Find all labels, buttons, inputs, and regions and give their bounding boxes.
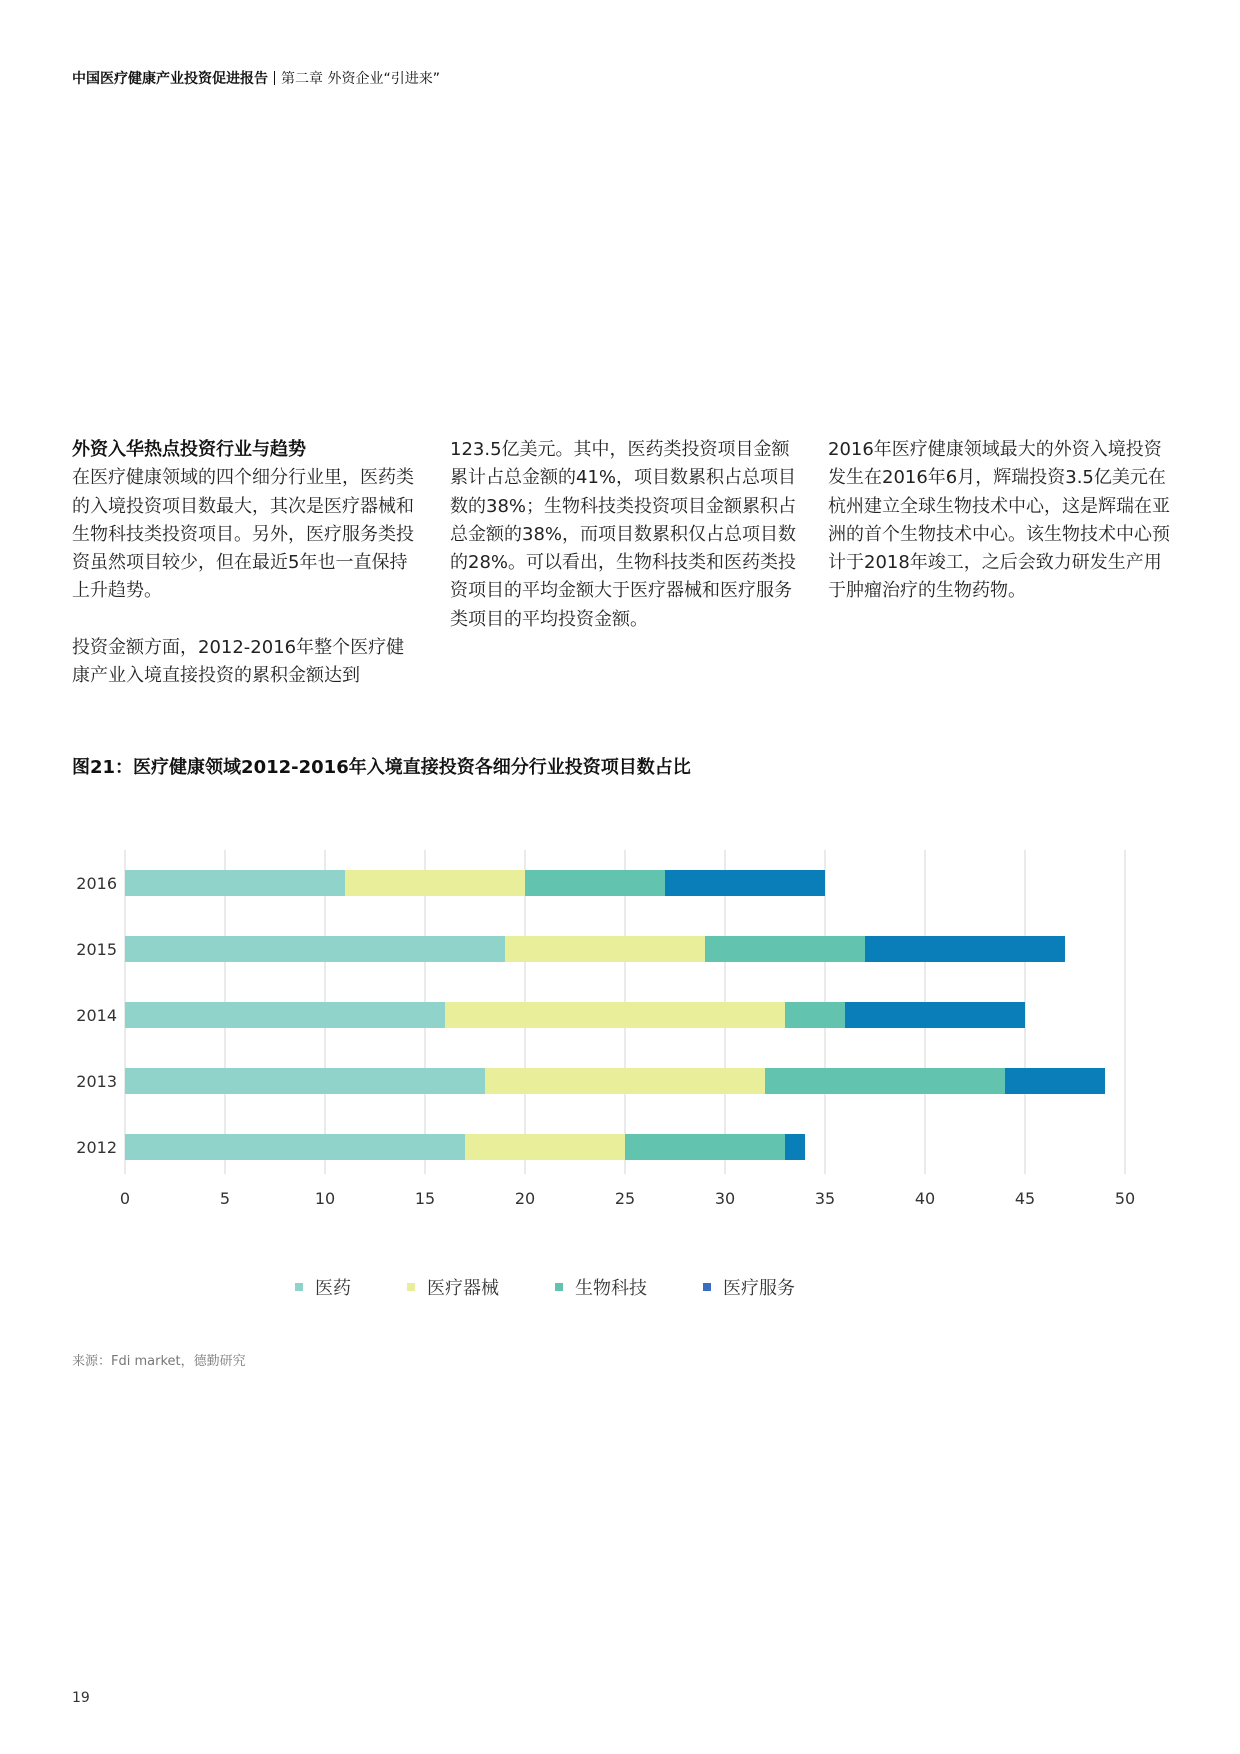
running-header	[72, 68, 440, 88]
y-category-label: 2014	[76, 1006, 117, 1025]
x-tick-label: 10	[314, 1189, 336, 1208]
bar-segment	[665, 870, 825, 896]
legend-item	[295, 1274, 351, 1300]
bar-segment	[765, 1068, 1005, 1094]
chapter-title: 第二章 外资企业“引进来”	[281, 71, 440, 87]
x-tick-label: 20	[514, 1189, 536, 1208]
y-category-label: 2016	[76, 874, 117, 893]
y-category-label: 2015	[76, 940, 117, 959]
paragraph-2-part-a: 投资金额方面，2012-2016年整个医疗健康产业入境直接投资的累积金额达到	[72, 637, 405, 687]
x-tick-label: 25	[614, 1189, 636, 1208]
y-category-label: 2013	[76, 1072, 117, 1091]
x-tick-label: 0	[119, 1189, 131, 1208]
x-tick-label: 50	[1114, 1189, 1136, 1208]
page-number: 19	[72, 1690, 90, 1706]
bar-segment	[625, 1134, 785, 1160]
legend-label: 生物科技	[575, 1278, 647, 1299]
text-column-3	[828, 436, 1178, 606]
bar-segment	[865, 936, 1065, 962]
legend-label: 医药	[315, 1278, 351, 1299]
bar-segment	[445, 1002, 785, 1028]
text-column-1	[72, 436, 422, 606]
paragraph-2-part-b: 123.5亿美元。其中，医药类投资项目金额累计占总金额的41%，项目数累积占总项目数的38%；生物科技类投资项目金额累积占总金额的38%，而项目数累积仅占总项目数的28%。可以看出，生物科技类和医药类投资项目的平均金额大于医疗器械和医疗服务类项目的平均投资金额。	[450, 439, 797, 630]
legend-swatch	[555, 1283, 563, 1291]
bar-segment	[125, 1068, 485, 1094]
legend-swatch	[407, 1283, 415, 1291]
paragraph-2-flow	[72, 634, 422, 691]
section-subheading: 外资入华热点投资行业与趋势	[72, 439, 306, 460]
source-note: 来源：Fdi market，德勤研究	[72, 1354, 246, 1369]
legend-swatch	[295, 1283, 303, 1291]
paragraph-1: 在医疗健康领域的四个细分行业里，医药类的入境投资项目数最大，其次是医疗器械和生物科技类投资项目。另外，医疗服务类投资虽然项目较少，但在最近5年也一直保持上升趋势。	[72, 467, 414, 602]
x-tick-label: 35	[814, 1189, 836, 1208]
bar-segment	[1005, 1068, 1105, 1094]
bar-segment	[785, 1134, 805, 1160]
x-tick-label: 30	[714, 1189, 736, 1208]
bar-segment	[125, 1134, 465, 1160]
legend-label: 医疗器械	[427, 1278, 499, 1299]
bar-segment	[465, 1134, 625, 1160]
x-tick-label: 5	[219, 1189, 231, 1208]
x-tick-label: 45	[1014, 1189, 1036, 1208]
legend-item	[555, 1274, 647, 1300]
legend-item	[407, 1274, 499, 1300]
paragraph-3: 2016年医疗健康领域最大的外资入境投资发生在2016年6月，辉瑞投资3.5亿美元在杭州建立全球生物技术中心，这是辉瑞在亚洲的首个生物技术中心。该生物技术中心预计于2018年竣工，之后会致力研发生产用于肿瘤治疗的生物药物。	[828, 439, 1170, 602]
bar-segment	[125, 1002, 445, 1028]
bar-segment	[705, 936, 865, 962]
bar-segment	[345, 870, 525, 896]
header-separator	[274, 71, 275, 85]
x-tick-label: 15	[414, 1189, 436, 1208]
report-title: 中国医疗健康产业投资促进报告	[72, 71, 268, 87]
bar-segment	[505, 936, 705, 962]
chart-legend	[295, 1274, 795, 1300]
bar-segment	[845, 1002, 1025, 1028]
bar-segment	[785, 1002, 845, 1028]
y-category-label: 2012	[76, 1138, 117, 1157]
figure-title: 图21：医疗健康领域2012-2016年入境直接投资各细分行业投资项目数占比	[72, 757, 691, 778]
stacked-bar-chart	[60, 840, 1180, 1220]
legend-item	[703, 1274, 795, 1300]
x-tick-label: 40	[914, 1189, 936, 1208]
bar-segment	[525, 870, 665, 896]
legend-swatch	[703, 1283, 711, 1291]
legend-label: 医疗服务	[723, 1278, 795, 1299]
bar-segment	[125, 870, 345, 896]
bar-segment	[125, 936, 505, 962]
bar-segment	[485, 1068, 765, 1094]
paragraph-2-flow-cont	[450, 436, 800, 634]
